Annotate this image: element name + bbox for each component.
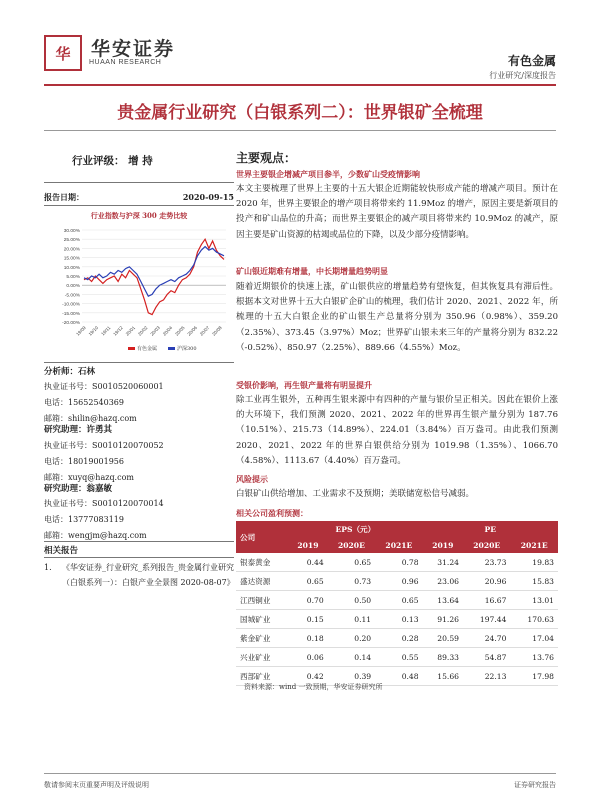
analyst-email[interactable]: 邮箱：shilin@hazq.com: [44, 414, 137, 423]
assistant-name: 研究助理：翁嘉敏: [44, 484, 113, 494]
section-heading: 矿山银近期难有增量，中长期增量趋势明显: [236, 266, 388, 276]
y-tick-label: -5.00%: [64, 293, 80, 299]
pe-value: 19.83: [510, 553, 558, 572]
title-divider: [44, 130, 556, 131]
legend-swatch: [128, 347, 135, 350]
year-header: 2021E: [510, 537, 558, 553]
eps-value: 0.20: [328, 629, 375, 648]
company-logo-name: 华安证券: [91, 38, 176, 60]
related-report-link[interactable]: 《华安证券_行业研究_系列报告_贵金属行业研究（白银系列一）：白银产业全景图 2020-08-07》: [62, 563, 235, 587]
footer-label: 证券研究报告: [514, 781, 556, 789]
eps-value: 0.13: [375, 610, 422, 629]
x-tick-label: 20/07: [198, 325, 211, 337]
series-line: [84, 247, 224, 297]
year-header: 2021E: [375, 537, 422, 553]
eps-value: 0.96: [375, 572, 422, 591]
eps-value: 0.11: [328, 610, 375, 629]
x-tick-label: 20/04: [161, 325, 174, 337]
y-tick-label: 30.00%: [63, 229, 80, 234]
left-divider: [44, 362, 234, 363]
eps-header: EPS（元）: [288, 521, 422, 537]
eps-value: 0.65: [328, 553, 375, 572]
pe-value: 13.01: [510, 591, 558, 610]
chart-series: [84, 239, 224, 314]
y-tick-label: -10.00%: [62, 302, 80, 308]
section-heading: 受银价影响，再生银产量将有明显提升: [236, 380, 372, 390]
chart-legend: [128, 345, 197, 352]
company-logo-en: HUAAN RESEARCH: [89, 59, 162, 66]
earnings-forecast-table: [236, 521, 558, 686]
eps-value: 0.42: [288, 667, 328, 686]
y-tick-label: 25.00%: [63, 238, 80, 244]
eps-value: 0.50: [328, 591, 375, 610]
section-body: 除工业再生银外，五种再生银来源中有四种的产量与银价呈正相关。因此在银价上涨的大环境下，我们预测 2020、2021、2022 年的世界再生银产量分别为 187.76（10.51%）、215.73（14.89%）、224.01（3.84%）百万盎司。由此我们预测 2020、2021、2022 年的世界白银供给分别为 1019.98（1.35%）、1066.70（4.58%）、1113.67（4.40%）百万盎司。: [236, 395, 558, 466]
pe-value: 17.98: [510, 667, 558, 686]
table-row: [236, 553, 558, 572]
risk-heading: 风险提示: [236, 474, 268, 484]
legend-label: 有色金属: [137, 346, 158, 352]
left-divider: [44, 541, 234, 542]
year-header: 2019: [423, 537, 463, 553]
chart-y-axis: [62, 228, 81, 326]
eps-value: 0.65: [375, 591, 422, 610]
left-divider: [44, 182, 234, 183]
report-title: 贵金属行业研究（白银系列二）：世界银矿全梳理: [117, 103, 483, 123]
y-tick-label: 20.00%: [63, 247, 80, 253]
analyst-cert: 执业证书号：S0010520060001: [44, 382, 164, 391]
x-tick-label: 20/03: [149, 325, 161, 337]
table-row: [236, 629, 558, 648]
pe-value: 13.64: [423, 591, 463, 610]
pe-value: 23.06: [423, 572, 463, 591]
eps-value: 0.73: [328, 572, 375, 591]
pe-value: 20.59: [423, 629, 463, 648]
y-tick-label: 0.00%: [66, 284, 80, 290]
pe-value: 20.96: [463, 572, 510, 591]
assistant-email[interactable]: 邮箱：xuyq@hazq.com: [44, 473, 134, 482]
index-comparison-chart: [50, 226, 230, 356]
y-tick-label: 10.00%: [63, 265, 80, 271]
eps-value: 0.14: [328, 648, 375, 667]
x-tick-label: 19/09: [75, 325, 87, 337]
pe-value: 17.04: [510, 629, 558, 648]
table-row: [236, 648, 558, 667]
report-date-label: 报告日期：: [44, 192, 84, 202]
x-tick-label: 19/12: [112, 325, 124, 337]
x-tick-label: 20/06: [186, 325, 198, 337]
legend-label: 沪深300: [177, 346, 197, 352]
y-tick-label: 15.00%: [63, 256, 80, 262]
pe-value: 91.26: [423, 610, 463, 629]
analyst-phone: 电话：15652540369: [44, 398, 124, 407]
risk-body: 白银矿山供给增加、工业需求不及预期；美联储宽松信号减弱。: [236, 489, 475, 499]
assistant-name: 研究助理：许勇其: [44, 425, 113, 435]
x-tick-label: 20/01: [124, 325, 137, 337]
pe-value: 23.73: [463, 553, 510, 572]
eps-value: 0.06: [288, 648, 328, 667]
eps-value: 0.48: [375, 667, 422, 686]
left-divider: [44, 557, 234, 558]
eps-value: 0.28: [375, 629, 422, 648]
y-tick-label: -15.00%: [62, 311, 80, 317]
company-name: 江西铜业: [236, 591, 288, 610]
pe-value: 15.66: [423, 667, 463, 686]
x-tick-label: 19/11: [100, 325, 112, 337]
y-tick-label: 5.00%: [66, 275, 80, 280]
eps-value: 0.65: [288, 572, 328, 591]
pe-value: 197.44: [463, 610, 510, 629]
eps-value: 0.15: [288, 610, 328, 629]
pe-value: 15.83: [510, 572, 558, 591]
eps-value: 0.18: [288, 629, 328, 648]
eps-value: 0.55: [375, 648, 422, 667]
year-header: 2020E: [328, 537, 375, 553]
table-header-row: [236, 521, 558, 537]
table-title: 相关公司盈利预测：: [236, 508, 308, 518]
company-name: 紫金矿业: [236, 629, 288, 648]
chart-x-axis: [75, 325, 223, 337]
x-tick-label: 20/02: [137, 325, 149, 337]
assistant-phone: 电话：18019001956: [44, 457, 124, 466]
left-divider: [44, 205, 234, 206]
x-tick-label: 19/10: [87, 325, 100, 337]
company-name: 盛达资源: [236, 572, 288, 591]
chart-title: 行业指数与沪深 300 走势比较: [90, 211, 188, 220]
legend-swatch: [168, 347, 175, 350]
company-name: 兴业矿业: [236, 648, 288, 667]
pe-value: 54.87: [463, 648, 510, 667]
table-row: [236, 572, 558, 591]
report-date-row: [44, 192, 234, 203]
x-tick-label: 20/08: [211, 325, 223, 337]
industry-label: 有色金属: [507, 54, 556, 68]
footer-disclaimer: 敬请参阅末页重要声明及评级说明: [44, 781, 149, 789]
analyst-name: 分析师：石林: [44, 367, 96, 377]
pe-header: PE: [423, 521, 558, 537]
company-name: 西部矿业: [236, 667, 288, 686]
assistant-cert: 执业证书号：S0010120070014: [44, 499, 164, 508]
year-header: 2019: [288, 537, 328, 553]
pe-value: 170.63: [510, 610, 558, 629]
eps-value: 0.70: [288, 591, 328, 610]
pe-value: 24.70: [463, 629, 510, 648]
section-body: 本文主要梳理了世界上主要的十五大银企近期能较快形成产能的增减产项目。预计在 2020 年，世界主要银企的增产项目将带来约 11.9Moz 的增产，原因主要是新项目的投产和矿山品位的升高；而世界主要银企的减产项目将带来约 10.9Moz 的减产，原因主要是矿山资源的枯竭或品位的下降，以及少部分疫情影响。: [236, 184, 558, 240]
year-header: 2020E: [463, 537, 510, 553]
company-logo-mark: 华: [44, 35, 82, 71]
x-tick-label: 20/05: [174, 325, 186, 337]
pe-value: 13.76: [510, 648, 558, 667]
assistant-phone: 电话：13777083119: [44, 515, 124, 524]
chart-gridlines: [82, 230, 226, 322]
table-row: [236, 591, 558, 610]
company-name: 国城矿业: [236, 610, 288, 629]
header-divider: [44, 84, 556, 86]
table-source: 资料来源：wind 一致预期，华安证券研究所: [244, 683, 383, 691]
section-body: 随着近期银价的快速上涨，矿山银供应的增量趋势有望恢复，但其恢复具有滞后性。根据本文对世界十五大白银矿企矿山的梳理，我们估计 2020、2021、2022 年，所梳理的十五大白银企业的矿山银生产总量将分别为 350.96（0.98%）、359.20（2.35%）、373.45（3.97%）Moz；世界矿山银未来三年的产量将分别为 832.22（-0.52%）、850.97（2.25%）、889.66（4.55%）Moz。: [236, 282, 558, 353]
eps-value: 0.78: [375, 553, 422, 572]
key-points-title: 主要观点：: [236, 151, 297, 165]
assistant-cert: 执业证书号：S0010120070052: [44, 441, 164, 450]
eps-value: 0.44: [288, 553, 328, 572]
pe-value: 16.67: [463, 591, 510, 610]
pe-value: 22.13: [463, 667, 510, 686]
pe-value: 31.24: [423, 553, 463, 572]
section-heading: 世界主要银企增减产项目参半，少数矿山受疫情影响: [236, 169, 420, 179]
report-date-value: 2020-09-15: [182, 192, 234, 202]
assistant-email[interactable]: 邮箱：wengjm@hazq.com: [44, 531, 147, 540]
industry-rating: 行业评级： 增 持: [72, 155, 153, 167]
related-report-number: 1.: [44, 563, 52, 572]
company-header: 公司: [236, 521, 288, 553]
table-row: [236, 610, 558, 629]
report-type-label: 行业研究/深度报告: [489, 71, 556, 80]
related-reports-heading: 相关报告: [44, 546, 79, 556]
company-name: 银泰黄金: [236, 553, 288, 572]
pe-value: 89.33: [423, 648, 463, 667]
table-body: [236, 553, 558, 686]
eps-value: 0.39: [328, 667, 375, 686]
y-tick-label: -20.00%: [62, 321, 80, 326]
footer-divider: [44, 773, 556, 774]
